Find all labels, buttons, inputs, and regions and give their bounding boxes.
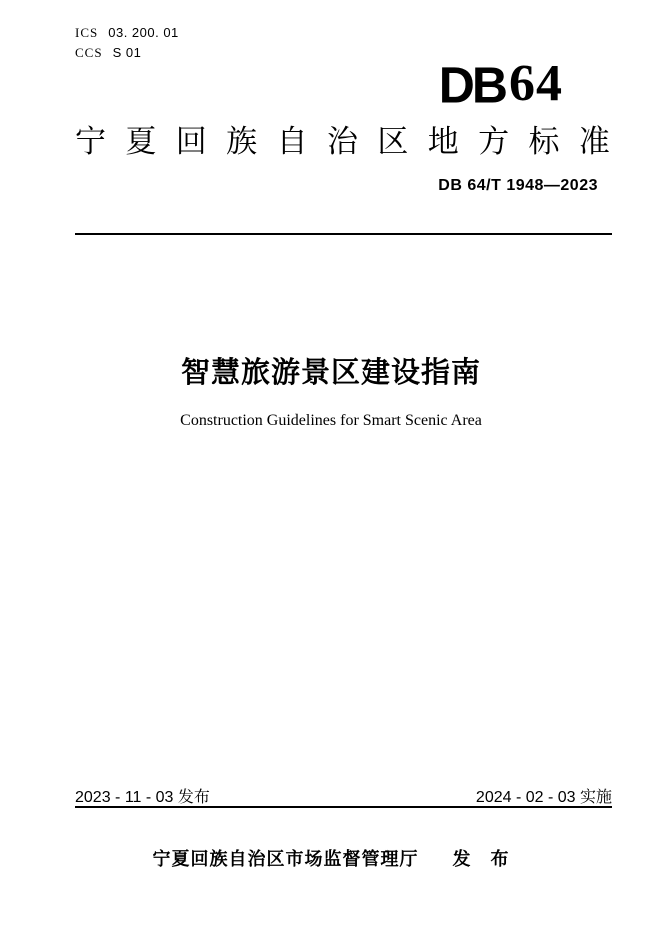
db64-logo — [438, 55, 563, 114]
horizontal-rule-bottom — [75, 806, 612, 808]
db64-logo-db: DB — [438, 56, 505, 114]
issue-date: 2023 - 11 - 03 发布 — [75, 789, 210, 806]
classification-codes — [75, 23, 179, 63]
publisher-row — [0, 847, 662, 871]
standard-number: DB 64/T 1948—2023 — [438, 177, 598, 194]
region-standard-heading: 宁 夏 回 族 自 治 区 地 方 标 准 — [75, 124, 610, 159]
horizontal-rule-top — [75, 233, 612, 235]
ccs-label: CCS — [75, 45, 103, 60]
ics-label: ICS — [75, 25, 99, 40]
document-title-english: Construction Guidelines for Smart Scenic Area — [180, 412, 482, 429]
ics-value: 03. 200. 01 — [108, 25, 179, 40]
db64-logo-number: 64 — [509, 55, 563, 112]
document-title: 智慧旅游景区建设指南 — [180, 357, 481, 389]
publisher-name: 宁夏回族自治区市场监督管理厅 — [152, 849, 419, 869]
ccs-code-line — [75, 43, 179, 63]
implementation-date: 2024 - 02 - 03 实施 — [475, 789, 612, 806]
ccs-value: S 01 — [112, 45, 142, 60]
ics-code-line — [75, 23, 179, 43]
publish-action-label: 发 布 — [452, 849, 510, 869]
dates-row — [75, 788, 612, 808]
